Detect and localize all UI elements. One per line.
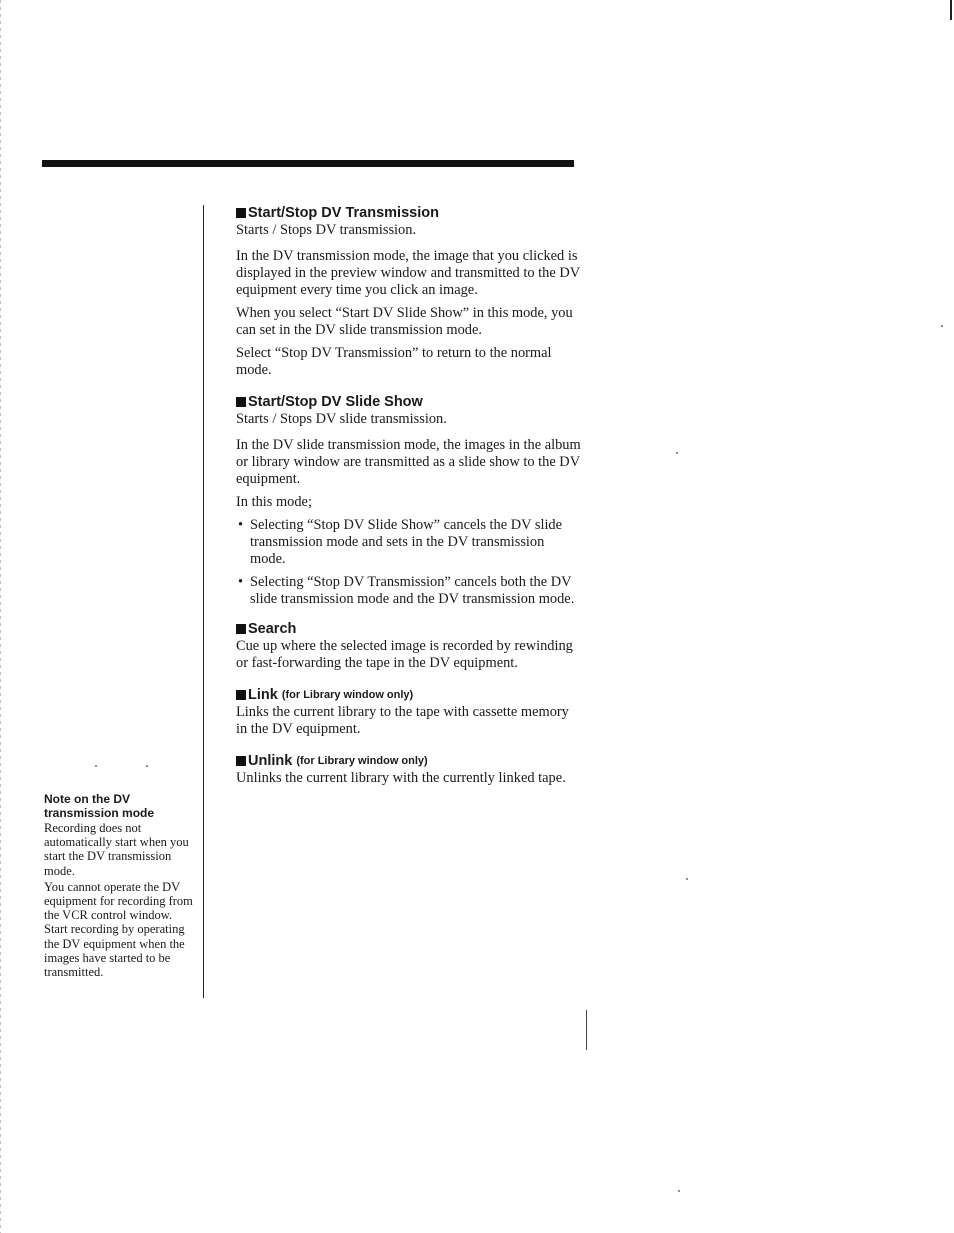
section-heading	[236, 393, 581, 411]
section-start-stop-dv-slide-show	[236, 393, 581, 608]
paragraph: When you select “Start DV Slide Show” in this mode, you can set in the DV slide transmission mode.	[236, 305, 573, 338]
scan-artifact-line	[586, 1010, 587, 1050]
paragraph: In the DV slide transmission mode, the images in the album or library window are transmitted as a slide show to the DV equipment.	[236, 437, 581, 487]
heading-note: (for Library window only)	[296, 755, 428, 767]
paragraph: Unlinks the current library with the currently linked tape.	[236, 770, 566, 786]
section-heading	[236, 204, 581, 222]
column-divider	[203, 205, 204, 998]
sidebar-paragraph: Recording does not automatically start when you start the DV transmission mode.	[44, 821, 189, 878]
section-unlink	[236, 752, 581, 787]
heading-square-icon	[236, 756, 246, 766]
heading-square-icon	[236, 624, 246, 634]
paragraph: Starts / Stops DV slide transmission.	[236, 411, 447, 427]
section-heading	[236, 752, 581, 770]
scan-speck	[686, 878, 688, 880]
scan-speck	[95, 765, 97, 767]
section-start-stop-dv-transmission	[236, 204, 581, 379]
scan-speck	[678, 1190, 680, 1192]
heading-text: Search	[248, 621, 297, 637]
heading-text: Unlink	[248, 753, 293, 769]
main-column	[236, 204, 581, 793]
scan-speck	[941, 325, 943, 327]
paragraph: Links the current library to the tape with cassette memory in the DV equipment.	[236, 704, 569, 737]
header-rule	[42, 160, 574, 167]
bullet-list	[236, 517, 581, 608]
sidebar-note-title: Note on the DV transmission mode	[44, 792, 155, 820]
bullet-icon: •	[238, 517, 244, 533]
bullet-icon: •	[238, 574, 244, 590]
list-item: • Selecting “Stop DV Transmission” cancels both the DV slide transmission mode and the DV transmission mode.	[238, 574, 575, 607]
paragraph: In the DV transmission mode, the image that you clicked is displayed in the preview window and transmitted to the DV equipment every time you click an image.	[236, 248, 580, 298]
section-link	[236, 686, 581, 738]
heading-square-icon	[236, 690, 246, 700]
paragraph: Cue up where the selected image is recorded by rewinding or fast-forwarding the tape in the DV equipment.	[236, 638, 573, 671]
list-item: • Selecting “Stop DV Slide Show” cancels the DV slide transmission mode and sets in the DV transmission mode.	[238, 517, 563, 567]
heading-square-icon	[236, 397, 246, 407]
heading-text: Link	[248, 687, 278, 703]
sidebar-paragraph: You cannot operate the DV equipment for recording from the VCR control window. Start recording by operating the DV equipment when the images have started to be transmitted.	[44, 879, 193, 980]
heading-note: (for Library window only)	[281, 689, 414, 701]
sidebar-note	[44, 792, 196, 981]
section-heading	[236, 686, 581, 704]
paragraph: Starts / Stops DV transmission.	[236, 222, 417, 238]
scan-edge	[0, 0, 1, 1233]
section-search	[236, 620, 581, 672]
scan-speck	[146, 765, 148, 767]
paragraph: Select “Stop DV Transmission” to return to the normal mode.	[236, 345, 552, 378]
heading-square-icon	[236, 208, 246, 218]
scan-mark	[950, 0, 952, 20]
scan-speck	[676, 452, 678, 454]
section-heading	[236, 620, 581, 638]
paragraph: In this mode;	[236, 494, 312, 510]
heading-text: Start/Stop DV Slide Show	[248, 394, 423, 410]
heading-text: Start/Stop DV Transmission	[248, 205, 439, 221]
